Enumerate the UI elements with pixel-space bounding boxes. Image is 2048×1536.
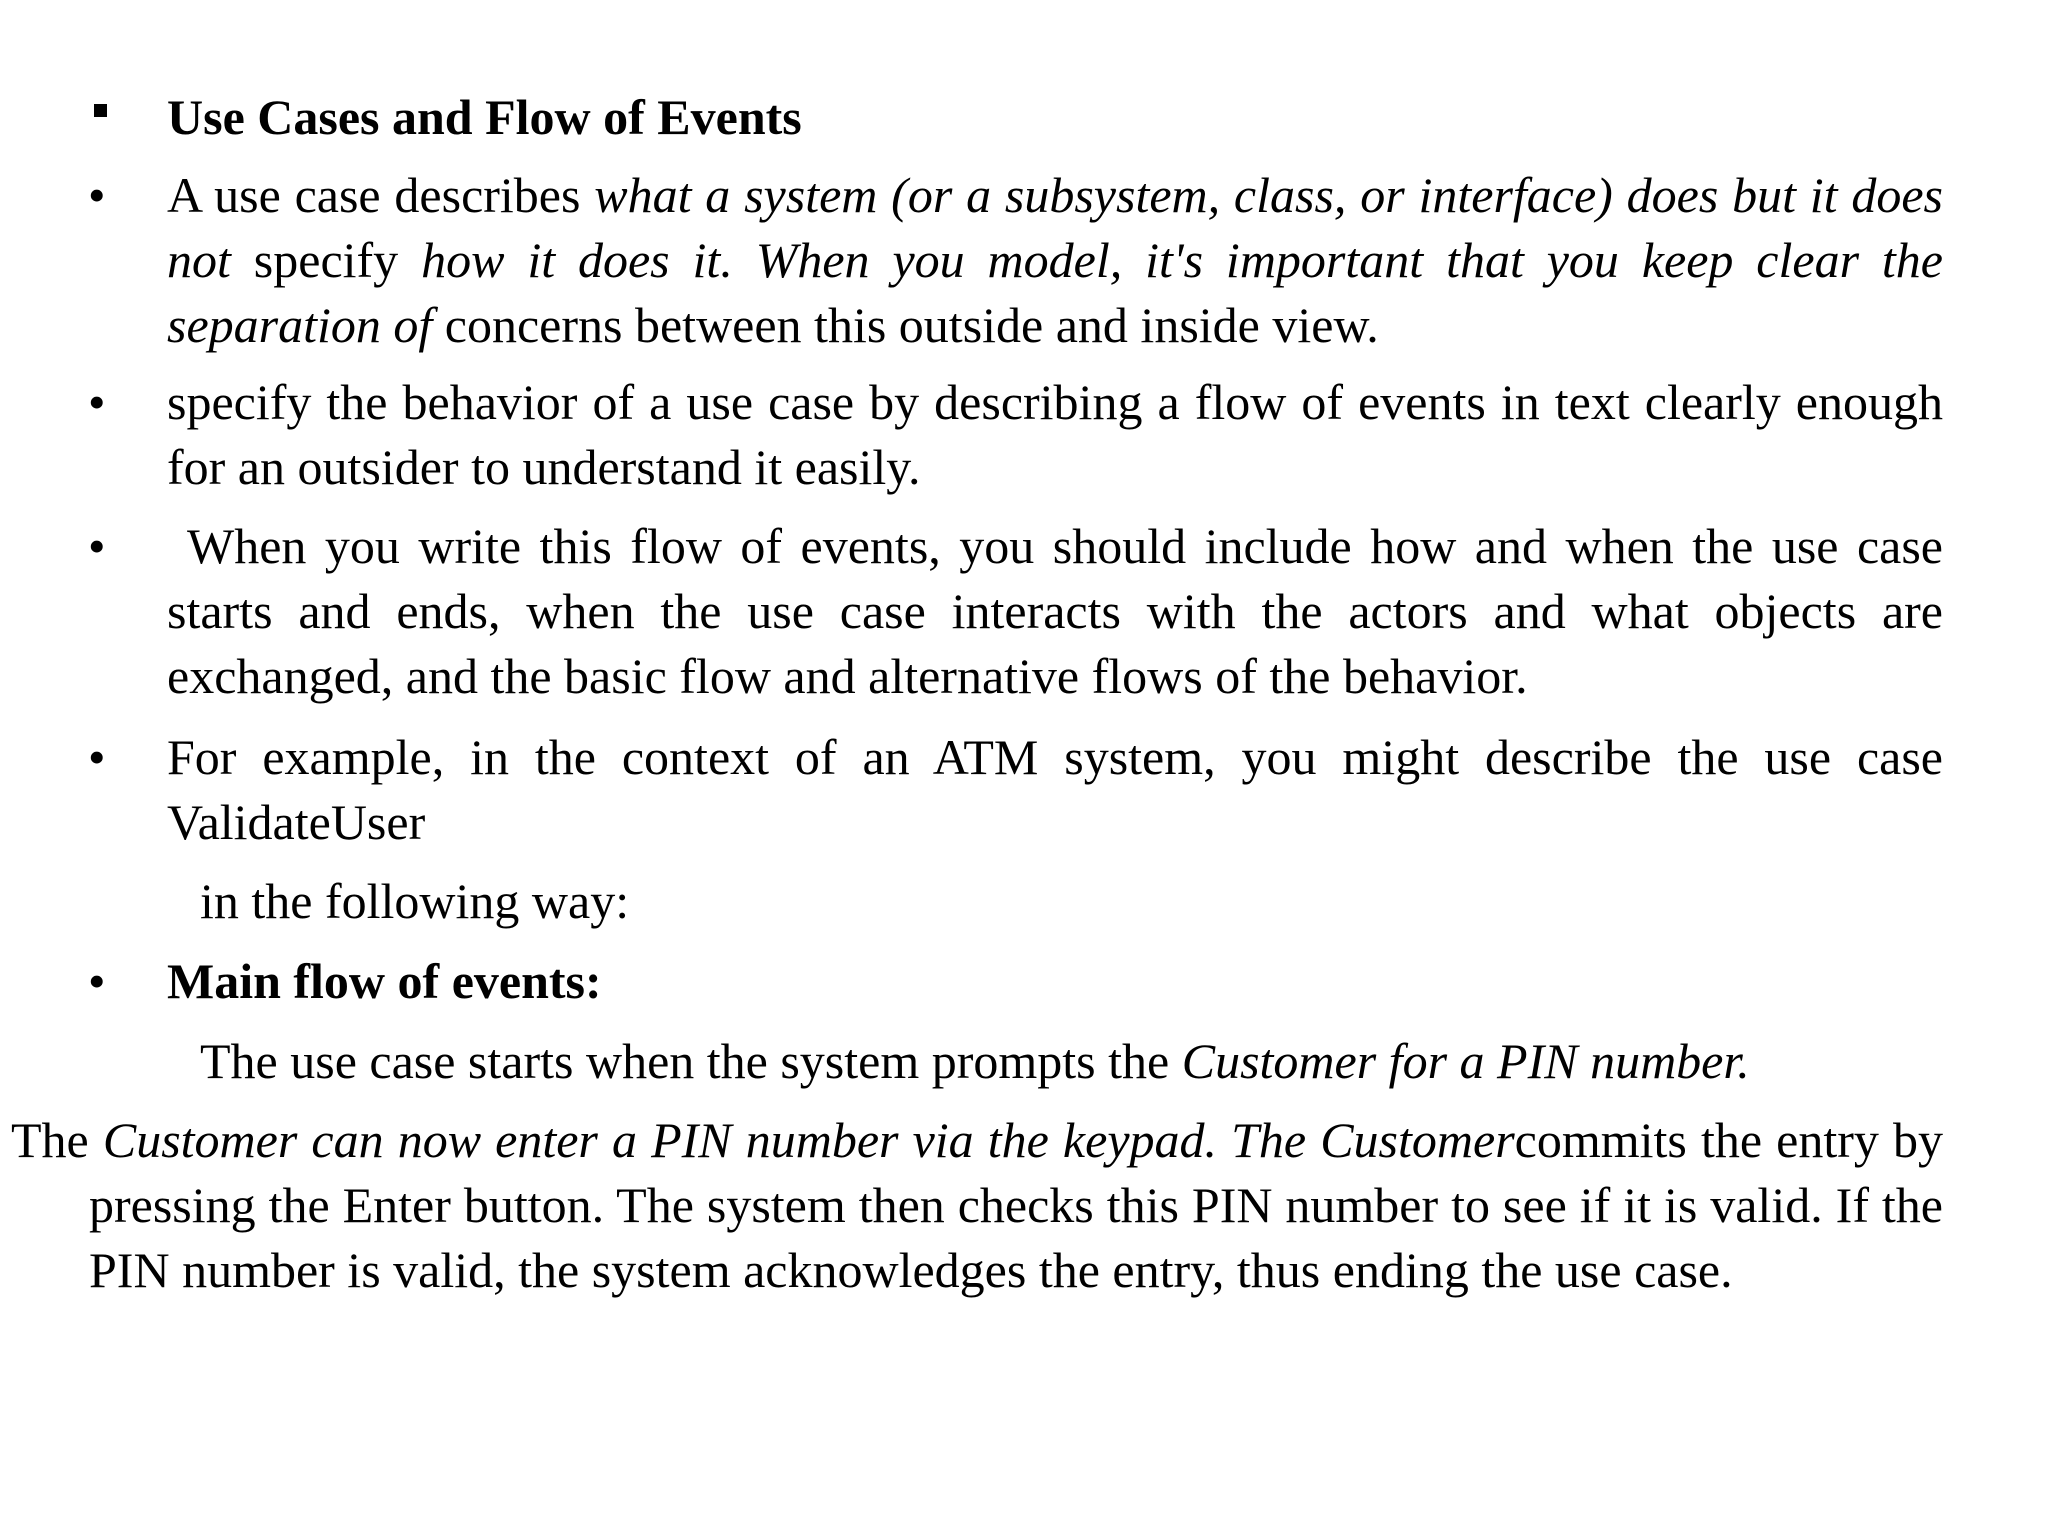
flow-line-start: [200, 1029, 1940, 1094]
text-run: specify: [230, 232, 422, 288]
flow-paragraph-customer: [11, 1108, 1944, 1303]
bullet-icon: •: [88, 374, 106, 430]
bullet-write-flow: When you write this flow of events, you should include how and when the use case starts and ends, when the use case interacts with the actors and what objects are exchanged, and the basic flow and alternative flows of the behavior.: [167, 518, 1943, 704]
bullet-icon: •: [88, 518, 106, 574]
square-bullet-icon: [94, 104, 107, 117]
bullet-atm-example: For example, in the context of an ATM system, you might describe the use case ValidateUser: [167, 729, 1943, 850]
text-run: The use case starts when the system prompts the: [200, 1033, 1182, 1089]
text-run: The: [11, 1112, 103, 1168]
text-run-italic: Customer for a PIN number.: [1181, 1033, 1750, 1089]
bullet-use-case-definition: [167, 163, 1943, 358]
text-run: commits the entry by pressing the Enter button. The system then checks this PIN number to see if it is valid. If the PIN number is valid, the system acknowledges the entry, thus ending the use case.: [89, 1112, 1944, 1298]
text-run-italic: Customer can now enter a PIN number via the keypad. The Customer: [102, 1112, 1515, 1168]
bullet-main-flow-heading: Main flow of events:: [167, 953, 602, 1009]
text-run: concerns between this outside and inside view.: [432, 297, 1379, 353]
bullet-icon: •: [88, 167, 106, 223]
bullet-icon: •: [88, 953, 106, 1009]
text-run: A use case describes: [167, 167, 595, 223]
bullet-atm-example-continuation: in the following way:: [200, 873, 630, 929]
bullet-specify-behavior: specify the behavior of a use case by describing a flow of events in text clearly enough for an outsider to understand it easily.: [167, 374, 1943, 495]
text-run-italic: how it does it. When you model, it's important that you keep clear the separation of: [167, 232, 1943, 353]
text-run-italic: what a system (or a subsystem, class, or interface) does but it does not: [167, 167, 1943, 288]
slide-heading: Use Cases and Flow of Events: [167, 89, 802, 145]
bullet-icon: •: [88, 729, 106, 785]
